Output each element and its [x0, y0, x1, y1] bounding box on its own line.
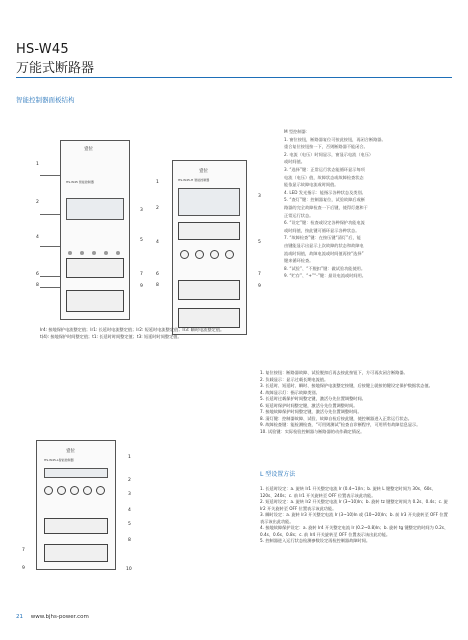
dial-knob[interactable]: [83, 486, 92, 495]
m-item: 4. LED 发光指示：能指示各种状态及类别。: [284, 189, 366, 195]
m-type-description: [284, 128, 462, 280]
m-item: 6. “设定”键：检查或设定各种保护功能电流: [284, 220, 365, 226]
dial-knob[interactable]: [96, 486, 105, 495]
callout-1: 1: [156, 180, 159, 185]
m-item: 9. “贮存”、“+”“-”键：最设电流或时间用。: [284, 273, 366, 279]
parameter-caption: [40, 327, 450, 340]
l-item: 8. 清灯键：控制器故障、试验、故障自检后按此键，使控制器进入正常运行状态。: [260, 415, 412, 421]
l-setting-item: 表示该出此功能。: [260, 518, 294, 524]
callout-3: 3: [128, 492, 131, 497]
panel-2-name: HS-W45-H 智能控制器: [178, 178, 210, 182]
caption-line: t(4): 接地保护时间整定值；t1: 长延时时间整定值；t3: 短延时时间整定值。: [40, 333, 182, 339]
dial-knob[interactable]: [57, 486, 66, 495]
panel-2-display: [178, 188, 240, 216]
panel-2-bottom-keys[interactable]: [178, 308, 240, 328]
callout-4: 4: [128, 508, 131, 513]
led-indicator: [68, 251, 72, 255]
dial-knob[interactable]: [210, 250, 219, 259]
dial-knob[interactable]: [180, 250, 189, 259]
page-number: 21: [16, 614, 23, 620]
l-item: 3. 长延时、短延时、瞬时、接地保护电流整定按键，后按键上就按的键设定保护数据状态值。: [260, 383, 433, 388]
panel-3-display: [44, 468, 108, 478]
l-setting-item: 120s、240s；c. 前 Ir1 开关旋转至 OFF 位置表示该此功能。: [260, 492, 376, 498]
l-item: 5. 长延时过载保护时间整定键，激活分先位置调整时间。: [260, 396, 366, 401]
l-type-features: [260, 370, 460, 435]
leader-line: [40, 276, 60, 277]
m-item: 2. 电流（电压）时间显示，窗显示电流（电压）: [284, 151, 374, 157]
caption-line: Ir4: 接地保护电流整定值；Ir1: 长延时电流整定值；Ir2: 短延时电流整定值；Ir3: 瞬时电流整定值。: [40, 327, 225, 332]
l-setting-item: 0.4s、0.6s、0.8s；c. 前 Ir4 开关旋转至 OFF 位置表示该出此功能。: [260, 531, 391, 537]
controller-panel-diagram-3: [36, 440, 116, 570]
model-title: HS-W45: [16, 42, 69, 57]
dial-knob[interactable]: [225, 250, 234, 259]
panel-2-knobs: [180, 250, 240, 262]
panel-3-knobs: [44, 486, 108, 498]
callout-6: 6: [156, 272, 159, 277]
section-title: 智能控制器面板结构: [16, 96, 75, 104]
panel-1-name: HS-W45 智能控制器: [66, 180, 94, 184]
l-settings-list: [260, 486, 460, 545]
l-setting-item: 2. 短延时设定：a. 旋转 Ir2 开关整定电流 Ir (3~10)In；b. 旋转 tz 键整定时间为 0.2s、0.4s；c. 旋: [260, 499, 448, 504]
l-setting-item: 5. 控制器进入运行状态检测参数设定再检控制器故障时间。: [260, 538, 371, 543]
controller-panel-diagram-1: [60, 140, 130, 320]
callout-2: 2: [128, 478, 131, 483]
l-item: 4. 故障显示灯：指示故障类别。: [260, 389, 320, 395]
callout-1: 1: [128, 455, 131, 460]
m-item: 电流（电压）值，故障状态或故障检查状态: [284, 174, 364, 180]
callout-5: 5: [258, 240, 261, 245]
l-item: 9. 故障检查键：能检测检查，“可用则测试”检查自诊断程序，可用所有故障信息显示。: [260, 422, 421, 427]
callout-8: 8: [156, 283, 159, 288]
led-indicator: [104, 251, 108, 255]
callout-4: 4: [156, 240, 159, 245]
panel-3-brand: 壹位: [66, 449, 75, 454]
callout-1: 1: [36, 162, 39, 167]
l-item: 10. 试验键：实际检验控制器与断路器的动作确定情况。: [260, 428, 365, 434]
led-indicator: [92, 251, 96, 255]
m-item: 5. “查灯”键：控制器复位，试验故障后或断: [284, 197, 365, 203]
m-type-heading: M 型控制器：: [284, 129, 310, 134]
callout-3: 3: [258, 194, 261, 199]
title-divider: [16, 77, 452, 78]
callout-7: 7: [22, 548, 25, 553]
l-setting-item: 4. 接地故障保护设定：a. 旋转 Ir4 开关整定电流 Ir (0.2~0.8)In；b. 旋转 tg 键整定的时间为 0.2s、: [260, 525, 449, 530]
panel-1-brand: 壹位: [84, 147, 93, 152]
leader-line: [40, 214, 60, 215]
panel-1-display: [66, 198, 124, 220]
callout-10: 10: [126, 567, 132, 572]
callout-7: 7: [140, 272, 143, 277]
callout-9: 9: [22, 566, 25, 571]
panel-1-bottom-keys[interactable]: [66, 290, 124, 312]
l-setting-item: 3. 瞬时设定：a. 旋转 Ir3 开关整定电流 Ir (3~10)In 或 (10~20)In；b. 前 Ir3 开关旋转至 OFF 位置: [260, 512, 448, 517]
m-item: 或时间值，按此键可循环显示各种状态。: [284, 227, 360, 233]
l-settings-heading: L 型设置方法: [260, 471, 296, 478]
l-item: 1. 复位按钮：断路器故障、试验脱扣后再去按此按钮下，方可再次闭合断路器。: [260, 370, 408, 375]
callout-8: 8: [128, 538, 131, 543]
callout-5: 5: [128, 522, 131, 527]
m-item: 路器的完全故障检查一下后键，使得灯熄和于: [284, 204, 368, 210]
panel-3-keys[interactable]: [44, 518, 108, 534]
callout-6: 6: [36, 272, 39, 277]
m-item: 能依显示故障电流或时间值。: [284, 182, 339, 188]
led-indicator: [80, 251, 84, 255]
callout-4: 4: [36, 235, 39, 240]
callout-8: 8: [36, 283, 39, 288]
m-item: 由键能显示出显示上次故障的状态和故障电: [284, 242, 364, 248]
dial-knob[interactable]: [44, 486, 53, 495]
callout-3: 3: [140, 208, 143, 213]
m-item: 重合复位按钮按一下，否则断路器不能闭合。: [284, 144, 368, 150]
panel-1-led-row: [68, 240, 124, 246]
l-item: 6. 短延时保护时间整定键，激活分先位置调整时间。: [260, 402, 358, 408]
m-item: 7. “故障检查”键：在按压键“清灯”后，能: [284, 235, 361, 241]
leader-line: [40, 246, 60, 247]
leader-line: [40, 175, 60, 176]
panel-1-buttons[interactable]: [66, 258, 124, 278]
m-item: 正常运行状态。: [284, 212, 314, 218]
callout-5: 5: [140, 238, 143, 243]
m-item: 8. “试验”、“不脱扣”键：做试验功能使用。: [284, 265, 366, 271]
callout-9: 9: [258, 284, 261, 289]
product-title: 万能式断路器: [16, 61, 95, 76]
callout-2: 2: [156, 206, 159, 211]
website-url[interactable]: www.bjhs-power.com: [30, 614, 89, 620]
callout-9: 9: [140, 284, 143, 289]
l-setting-item: 1. 长延时设定：a. 旋转 Ir1 开关整定电流 Ir (0.4~1)In；b. 旋转 L 键整定时间为 30s、60s、: [260, 486, 436, 491]
m-item: 或时间值。: [284, 159, 305, 165]
panel-2-settings[interactable]: [178, 222, 240, 240]
l-setting-item: Ir2 开关旋转至 OFF 位置表示该此功能。: [260, 505, 337, 511]
page-footer: [16, 614, 89, 620]
leader-line: [40, 287, 60, 288]
panel-3-name: HS-W45-L智能控制器: [44, 458, 74, 462]
dial-knob[interactable]: [195, 250, 204, 259]
m-item: 3. “选择”键：正常运行状态能循环显示每项: [284, 166, 365, 172]
m-item: 流或时间值，故障电流或时间值再按“选择”: [284, 250, 364, 256]
controller-panel-diagram-2: [172, 160, 247, 335]
panel-3-bottom-keys[interactable]: [44, 544, 108, 562]
l-item: 2. 负载显示：显示过载长期电流值。: [260, 376, 329, 382]
callout-2: 2: [36, 200, 39, 205]
panel-2-keys[interactable]: [178, 280, 240, 300]
l-item: 7. 接地故障保护时间整定键，激活分先位置调整时间。: [260, 409, 362, 414]
callout-7: 7: [258, 272, 261, 277]
dial-knob[interactable]: [70, 486, 79, 495]
m-item: 键来循环检查。: [284, 258, 314, 264]
panel-2-brand: 壹位: [199, 169, 208, 174]
m-item: 1. 窗位按钮，断路器复位可按此按钮，再闭合断路器。: [284, 136, 386, 142]
